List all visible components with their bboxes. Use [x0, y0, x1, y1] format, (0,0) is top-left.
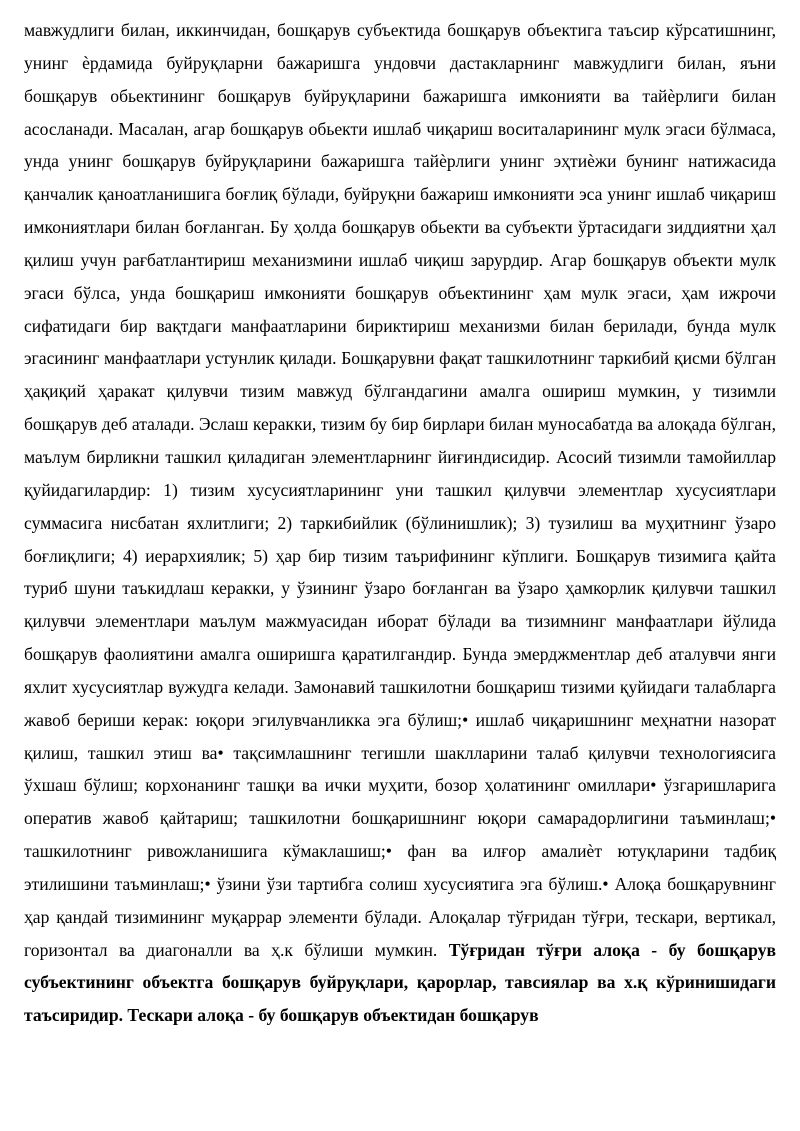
- document-page: [24, 14, 776, 1032]
- body-paragraph: [24, 14, 776, 1032]
- body-text-bold: Тўғридан тўғри алоқа - бу бошқарув субъектининг объектга бошқарув буйруқлари, қарорлар, тавсиялар ва х.қ кўринишидаги таъсиридир. Тескари алоқа - бу бошқарув объектидан бошқарув: [24, 939, 776, 1026]
- body-text: мавжудлиги билан, иккинчидан, бошқарув субъектида бошқарув объектига таъсир кўрсатишнинг, унинг ѐрдамида буйруқларни бажаришга ундовчи дастакларнинг мавжудлиги билан, яъни бошқарув обьектининг бошқарув буйруқларини бажаришга имконияти ва тайѐрлиги билан асосланади. Масалан, агар бошқарув обьекти ишлаб чиқариш воситаларининг мулк эгаси бўлмаса, унда унинг бошқарув буйруқларини бажаришга тайѐрлиги унинг эҳтиѐжи бунинг натижасида қанчалик қаноатланишига боғлиқ бўлади, буйруқни бажариш имконияти эса унинг ишлаб чиқариш имкониятлари билан боғланган. Бу ҳолда бошқарув обьекти ва субъекти ўртасидаги зиддиятни ҳал қилиш учун рағбатлантириш механизмини ишлаб чиқиш зарурдир. Агар бошқарув объекти мулк эгаси бўлса, унда бошқариш имконияти бошқарув объектининг ҳам мулк эгаси, ҳам ижрочи сифатидаги бир вақтдаги манфаатларини бириктириш механизми билан берилади, бунда мулк эгасининг манфаатлари устунлик қилади. Бошқарувни фақат ташкилотнинг таркибий қисми бўлган ҳақиқий ҳаракат қилувчи тизим мавжуд бўлгандагини амалга ошириш мумкин, у тизимли бошқарув деб аталади. Эслаш керакки, тизим бу бир бирлари билан муносабатда ва алоқада бўлган, маълум бирликни ташкил қиладиган элементларнинг йиғиндисидир. Асосий тизимли тамойиллар қуйидагилардир: 1) тизим хусусиятларининг уни ташкил қилувчи элементлар хусусиятлари суммасига нисбатан яхлитлиги; 2) таркибийлик (бўлинишлик); 3) тузилиш ва муҳитнинг ўзаро боғлиқлиги; 4) иерархиялик; 5) ҳар бир тизим таърифининг кўплиги. Бошқарув тизимига қайта туриб шуни таъкидлаш керакки, у ўзининг ўзаро боғланган ва ўзаро ҳамкорлик қилувчи ташкил қилувчи элементлари маълум мажмуасидан иборат бўлади ва тизимнинг манфаатлари йўлида бошқарув фаолиятини амалга оширишга қаратилгандир. Бунда эмерджментлар деб аталувчи янги яхлит хусусиятлар вужудга келади. Замонавий ташкилотни бошқариш тизими қуйидаги талабларга жавоб бериши керак: юқори эгилувчанликка эга бўлиш;• ишлаб чиқаришнинг меҳнатни назорат қилиш, ташкил этиш ва• тақсимлашнинг тегишли шаклларини талаб қилувчи технологиясига ўхшаш бўлиш; корхонанинг ташқи ва ички муҳити, бозор ҳолатининг омиллари• ўзгаришларига оператив жавоб қайтариш; ташкилотни бошқаришнинг юқори самарадорлигини таъминлаш;• ташкилотнинг ривожланишига кўмаклашиш;• фан ва илғор амалиѐт ютуқларини тадбиқ этилишини таъминлаш;• ўзини ўзи тартибга солиш хусусиятига эга бўлиш.• Алоқа бошқарувнинг ҳар қандай тизимининг муқаррар элементи бўлади. Алоқалар тўғридан тўғри, тескари, вертикал, горизонтал ва диагоналли ва ҳ.к бўлиши мумкин.: [24, 20, 776, 960]
